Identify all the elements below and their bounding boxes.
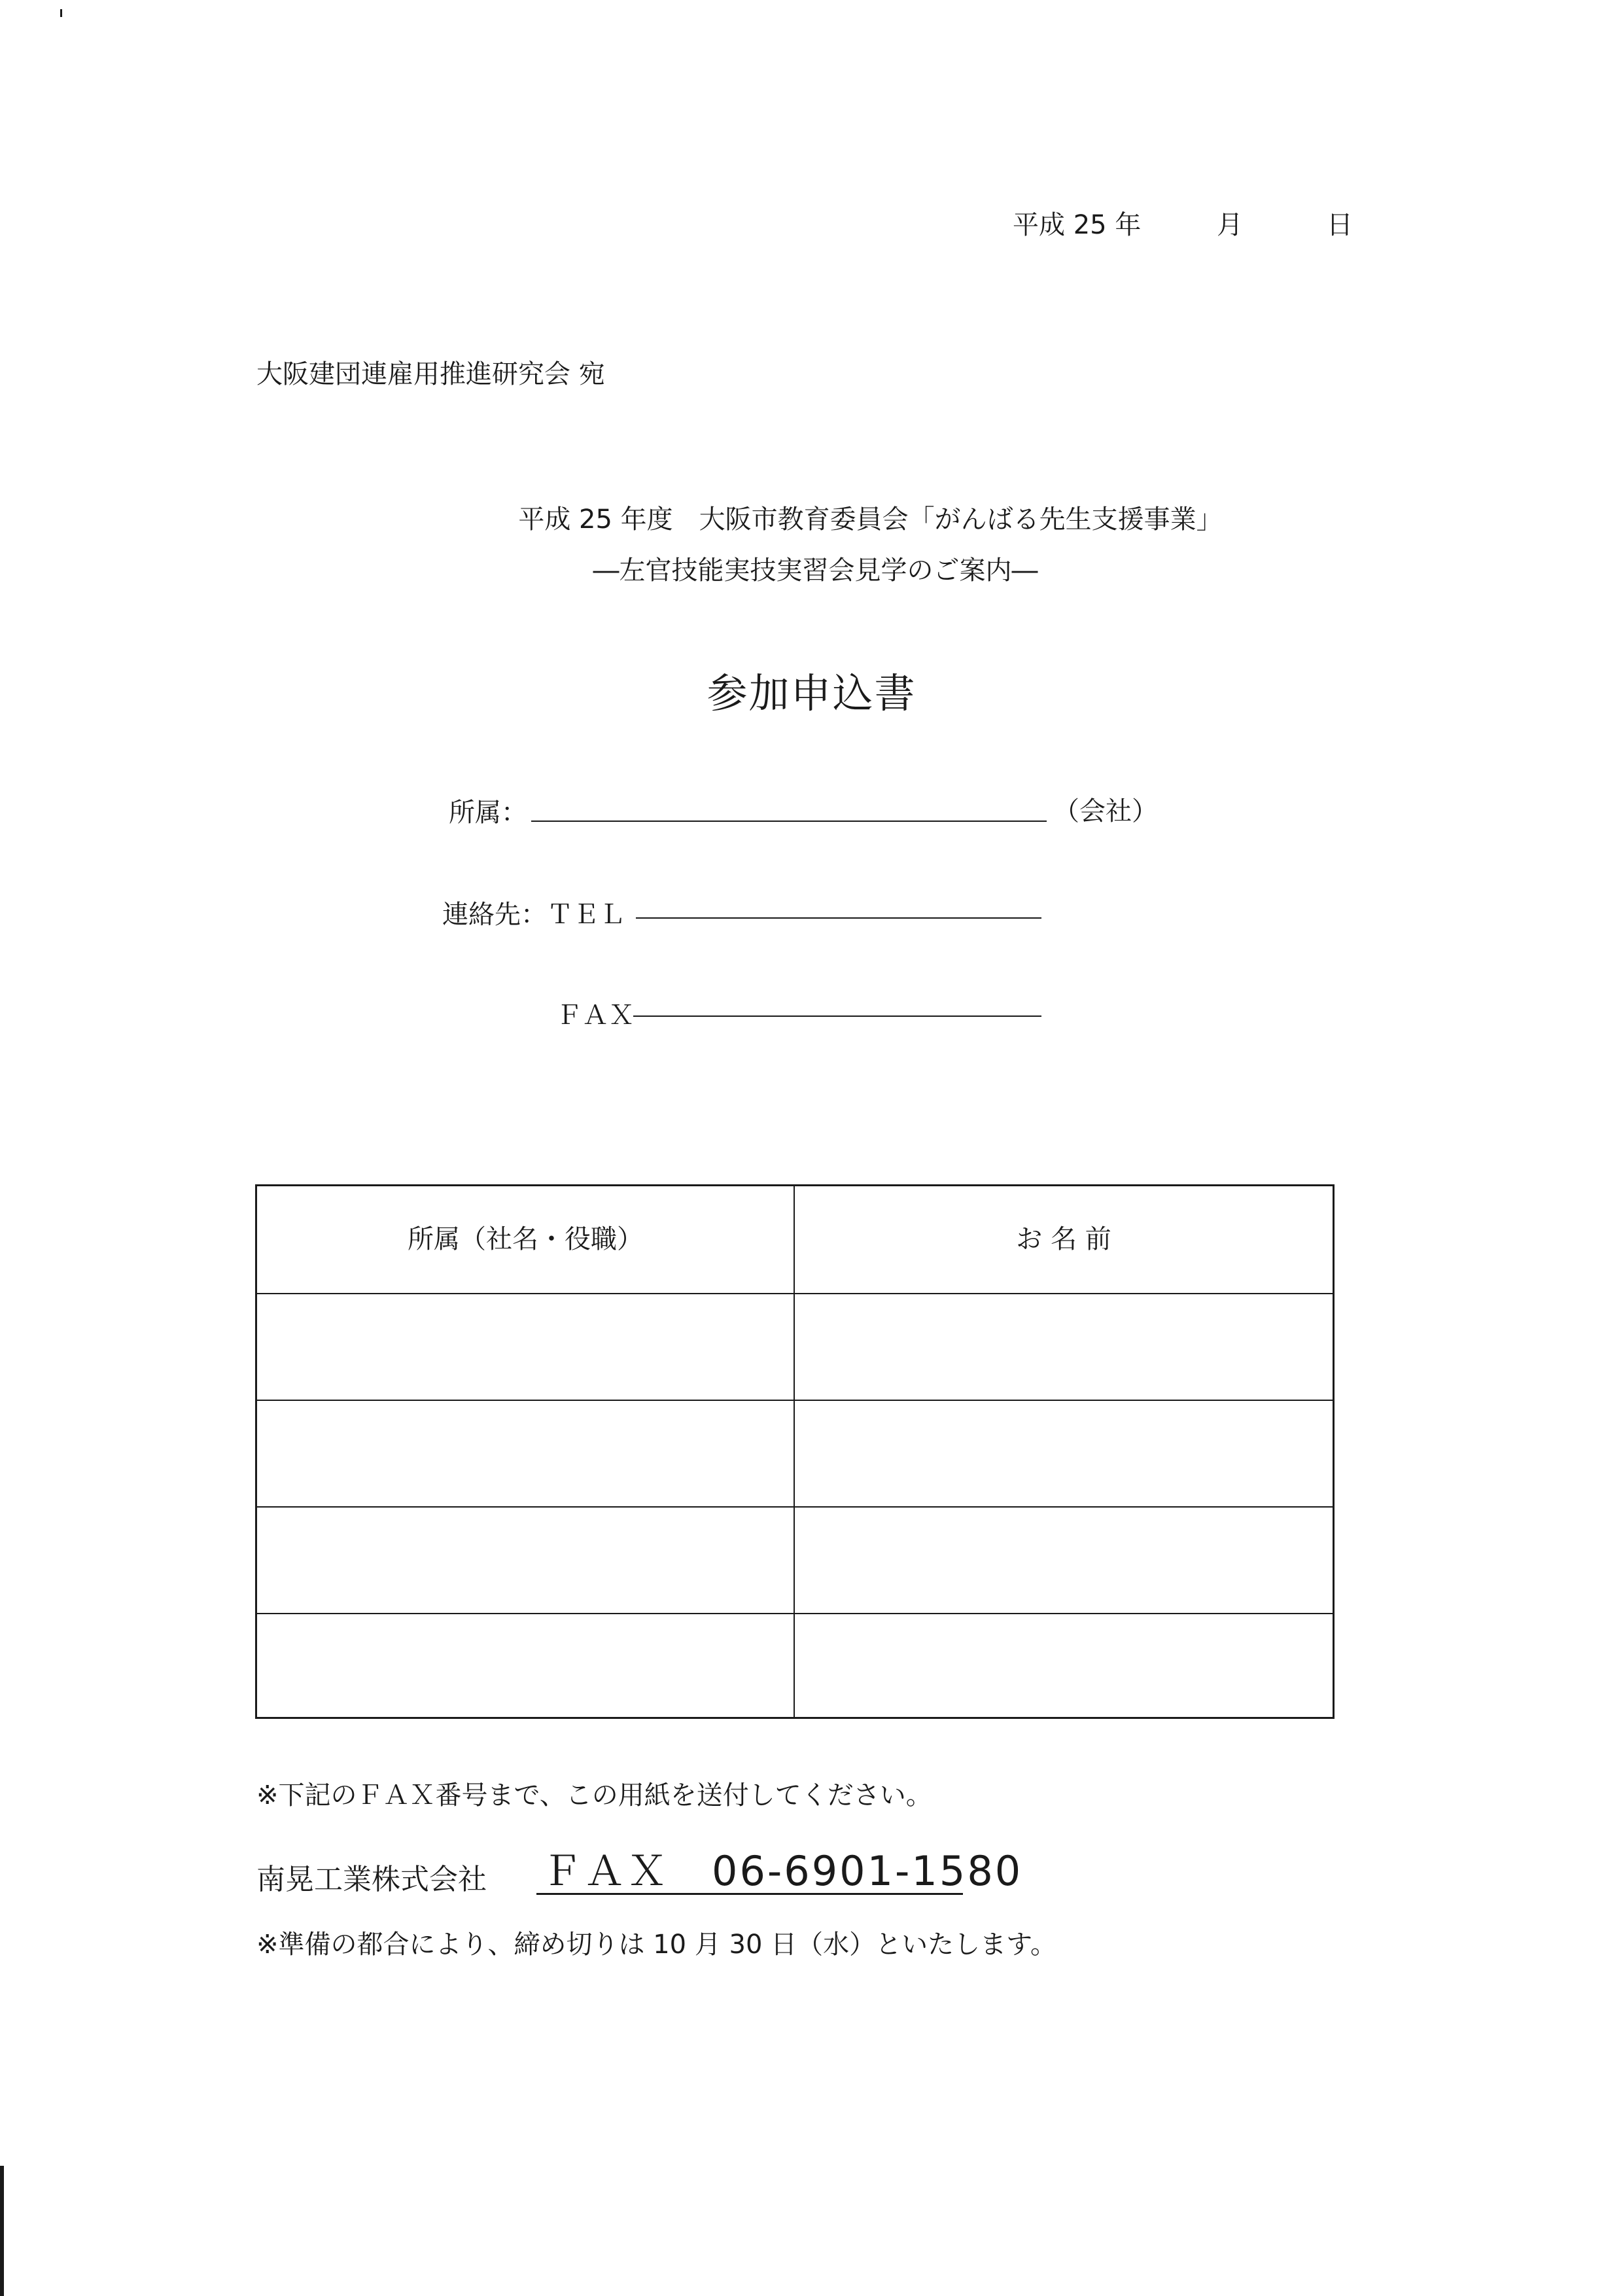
fax-label: ＦＡＸ: [556, 1000, 635, 1031]
fax-number: ＦＡＸ 06-6901-1580: [542, 1847, 1023, 1895]
date-month: 月: [1217, 210, 1243, 240]
send-instruction: ※下記のＦＡＸ番号まで、この用紙を送付してください。: [256, 1780, 932, 1810]
table-row-divider: [257, 1506, 1333, 1508]
deadline-note: ※準備の都合により、締め切りは 10 月 30 日（水）といたします。: [256, 1930, 1056, 1960]
scan-dot: [60, 9, 62, 17]
scan-edge-mark: [0, 2166, 4, 2296]
table-column-divider: [794, 1186, 795, 1717]
table-header-divider: [257, 1293, 1333, 1294]
date-era-year: 平成 25 年: [1013, 210, 1142, 240]
date-day: 日: [1327, 210, 1353, 240]
affiliation-input-line[interactable]: [531, 821, 1047, 822]
affiliation-suffix: （会社）: [1053, 796, 1158, 826]
table-header-name: お 名 前: [1016, 1224, 1111, 1254]
table-header-affiliation: 所属（社名・役職）: [408, 1224, 643, 1254]
event-title: 平成 25 年度 大阪市教育委員会「がんばる先生支援事業」: [518, 504, 1223, 535]
table-row-divider: [257, 1400, 1333, 1401]
table-row-divider: [257, 1613, 1333, 1614]
fax-input-line[interactable]: [633, 1016, 1041, 1017]
company-name: 南晃工業株式会社: [256, 1863, 487, 1896]
participant-table: [255, 1184, 1335, 1719]
addressee: 大阪建団連雇用推進研究会 宛: [256, 359, 605, 389]
tel-input-line[interactable]: [636, 917, 1041, 919]
affiliation-label: 所属：: [449, 798, 527, 828]
form-title: 参加申込書: [707, 669, 916, 717]
event-subtitle: ―左官技能実技実習会見学のご案内―: [593, 556, 1038, 586]
fax-number-underline: [536, 1893, 963, 1895]
tel-label: 連絡先：ＴＥＬ: [442, 900, 625, 930]
